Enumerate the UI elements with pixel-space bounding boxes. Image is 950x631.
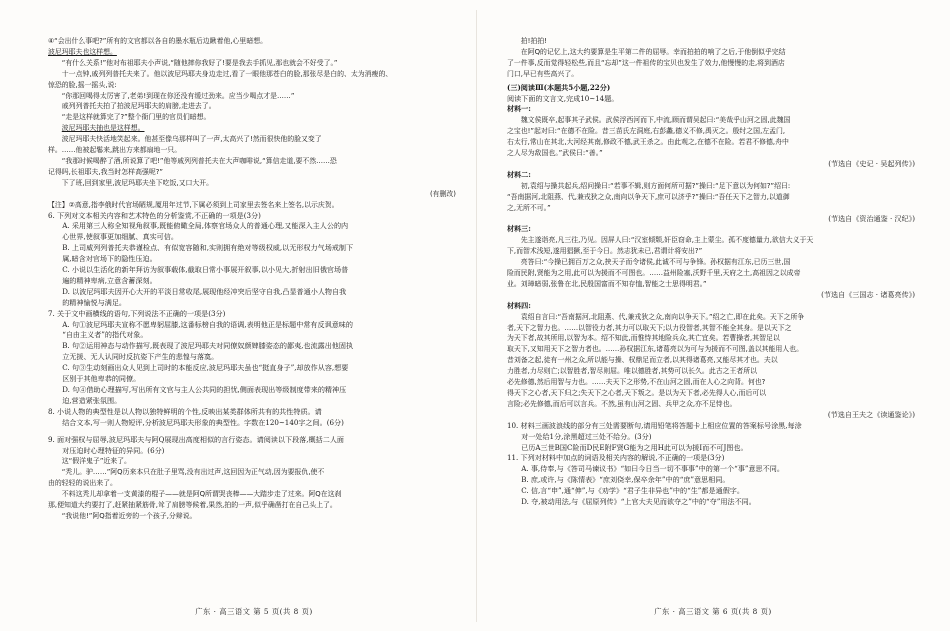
right-text-line: 材料一: [507, 104, 531, 114]
left-text-line: 属,暗含对官场下的隐性压迫。 [62, 254, 157, 264]
left-text-line: 立无援、无人认同时反抗姿下产生的悲惶与落寞。 [62, 352, 219, 362]
left-page-column [48, 36, 460, 606]
left-text-line: 波尼玛耶夫也这样想。 [48, 47, 117, 56]
right-text-line: “吾南据河,北阻燕、代,兼戎狄之众,南向以争天下,庶可以济乎?”操曰:“吾任天下之智力,以道御 [507, 192, 790, 201]
left-text-line: 的精神愉悦与满足。 [62, 297, 127, 307]
right-text-line: 阅读下面的文言文,完成10~14题。 [507, 93, 619, 103]
left-text-line: 这“假洋鬼子”近来了。 [61, 457, 131, 466]
right-text-line: 者,天下之智力也。……以智役力者,其力可以取天下;以力役智者,其智不能全其身。是以天下之 [507, 323, 792, 332]
right-page-footer: 广东 · 高三语文 第 6 页(共 8 页) [654, 607, 772, 616]
right-text-line: (三)阅读Ⅲ(本题共5小题,22分) [507, 82, 611, 92]
left-text-line: (有删改) [429, 189, 456, 198]
left-text-line: ④“会出什么事吧?”所有的文官都以各自的墨水瓶后边瞅着他,心里暗想。 [48, 37, 267, 45]
right-text-line: 材料二: [507, 169, 531, 179]
left-text-line: “有什么关系!”他对布祖耶夫小声说,“随他摔你我好了!要是我去手抓见,那也就会不好受了。” [61, 58, 338, 67]
left-text-line: 波尼玛耶夫快活地笑起来。他甚至像乌那样叫了一声,太高兴了!然而很快他的脸又变了 [61, 135, 322, 144]
right-text-line: 先主遂诣亮,凡三往,乃见。因屏人曰:“汉室倾颓,奸臣窃命,主上蒙尘。孤不度德量力,欲信大义于天 [520, 236, 814, 245]
left-text-line: 9. 面对强权与屈辱,波尼玛耶夫与阿Q展现出高度相似的言行姿态。请阅读以下段落,概括二人面 [48, 434, 345, 444]
left-text-line: 下了班,回到家里,波尼玛耶夫坐下吃饭,又口大开。 [61, 178, 214, 187]
page-fold-divider [476, 10, 477, 622]
left-text-line: 惊恐的脸,摇一摇头,说: [48, 80, 117, 89]
right-text-line: 得天下之心者,天下归之;失天下之心者,天下叛之。是以为天下者,必先得人心,而后可以 [507, 389, 767, 397]
right-text-line: 取天下,又知用天下之智力者也。……孙权据江东,诸葛亮以为可与为援而不可图,盖以其能用人也。 [507, 345, 803, 354]
left-text-line: 8. 小说人物的典型性是以人物以独特鲜明的个性,反映出某类群体所共有的共性特质。请 [48, 406, 322, 416]
left-text-line: “自由主义者”的指代对象。 [62, 330, 148, 340]
left-text-line: 遍的精神卑病,立意含蓄深刻。 [62, 275, 157, 285]
right-text-line: 10. 材料三画波浪线的部分有三处需要断句,请用铅笔将答题卡上相应位置的答案标号涂黑,每涂 [507, 420, 802, 430]
right-text-line: 险而民附,贤能为之用,此可以为援而不可图也。……益州险塞,沃野千里,天府之土,高祖因之以成帝 [507, 269, 801, 278]
right-text-line: 已历A三世B国C险而D民E附F贤G能为之用H此可以为援I而不可J图也。 [521, 442, 748, 452]
left-text-line: A. 采用第三人称全知视角叙事,既能俯瞰全局,体察官场众人的普通心理,又能深入主人公的内 [62, 221, 349, 231]
left-text-line: 【注】②高意,指李俄时代官场陋规,厦用年过节,下属必须到上司家里去签名来上签名,以示庆贺。 [48, 200, 339, 209]
left-text-line: D. 以波尼玛耶夫因开心大开的平淡日常收尾,展现他经冲突后坚守自我,凸显普通小人物自我 [62, 286, 347, 296]
right-text-line: 之宝也!”起对曰:“在德不在险。昔三苗氏左洞庭,右彭蠡,德义不修,禹灭之。殷纣之国,左孟门, [507, 127, 786, 136]
left-text-line: D. 句④借助心理描写,写出所有文官与主人公共同的担忧,侧面表现出等级制度带来的精神压 [62, 385, 347, 394]
left-text-line: 不料这秃儿却拿着一支黄漆的棍子——就是阿Q所谓哭丧棒——大踏步走了过来。阿Q在这刹 [61, 490, 342, 499]
right-text-line: 业。刘璋暗弱,张鲁在北,民殷国富而不知存恤,智能之士思得明君。” [507, 279, 707, 288]
left-text-line: 记得吗,长祖耶夫,我当时怎样高强呢?” [48, 167, 163, 176]
right-text-line: 在阿Q的记忆上,这大约要算是生平第二件的屈辱。幸而拍拍的响了之后,于他倒似乎完结 [520, 47, 786, 56]
right-text-line: 袁绍自言曰:“吾南据河,北阻燕、代,兼戎狄之众,南向以争天下。”绍之亡,即在此矣。天下之所争 [520, 312, 805, 321]
left-text-line: “走是这样就算完了?”整个衙门里的官员们暗想。 [61, 113, 211, 122]
left-text-line: 由的轻轻的说出来了。 [48, 479, 117, 488]
right-text-line: 必先修德,然后用智与力也。……夫天下之形势,不在山河之固,而在人心之向背。何也? [507, 378, 766, 387]
left-text-line: “我说他!”阿Q指着近旁的一个孩子,分辩说。 [61, 511, 197, 520]
right-text-line: C. 信,言“申”,通“伸”,与《劝学》“君子生非异也”中的“生”都是通假字。 [521, 486, 744, 496]
right-text-line: 拍!拍拍! [520, 37, 547, 45]
left-text-line: C. 句③生动刻画出众人见到上司时的本能反应,波尼玛耶夫虽也“挺直身子”,却放作从容,想要 [62, 363, 349, 373]
right-page-column [507, 36, 919, 606]
right-text-line: (节选自《资治通鉴 · 汉纪》) [828, 213, 915, 223]
left-text-line: A. 句①波尼玛耶夫宣称不愿卑躬屈膝,这番标榜自我的语调,表明他正是标题中常有反讽意味的 [62, 319, 353, 329]
left-text-line: C. 小说以生活化的新年拜访为叙事载体,截取日常小事展开叙事,以小见大,折射出旧俄官场普 [62, 265, 349, 275]
left-text-line: 戚列列普托夫拍了拍波尼玛耶夫的肩膀,走进去了。 [61, 102, 216, 111]
right-text-line: 力胜者,力尽则亡;以智胜者,智尽则屈。唯以德胜者,其势可以长久。此古之王者所以 [507, 367, 758, 376]
right-text-line: 对一处给1分,涂黑超过三处不给分。(3分) [521, 431, 652, 441]
left-text-line: 6. 下列对文本相关内容和艺术特色的分析鉴赏,不正确的一项是(3分) [48, 210, 261, 220]
left-text-line: 7. 关于文中画横线的语句,下列说法不正确的一项是(3分) [48, 308, 226, 318]
left-text-line: 对压迫时心理特征的异同。(6分) [62, 445, 165, 455]
left-text-line: 区别于其他卑恭的同僚。 [62, 374, 141, 384]
left-text-line: “秃儿。驴……”阿Q历来本只在肚子里骂,没有出过声,这回因为正气动,因为要报仇,使不 [61, 468, 325, 477]
right-text-line: 材料四: [507, 300, 531, 310]
right-text-line: 亮答曰:“今操已拥百万之众,挟天子而令诸侯,此诚不可与争锋。孙权据有江东,已历三世,国 [520, 258, 791, 267]
right-text-line: 下,而智术浅短,遂用猖獗,至于今日。然志犹未已,君谓计将安出?” [507, 247, 703, 256]
right-text-line: 之,无所不可。” [507, 203, 551, 212]
left-text-line: 心世界,使叙事更加细腻、真实可信。 [62, 232, 178, 242]
right-text-line: (节选自《三国志 · 诸葛亮传》) [821, 289, 915, 299]
left-text-line: B. 句②运用神态与动作描写,既表现了波尼玛耶夫对同僚奴颜婢膝姿态的鄙夷,也流露出他固执 [62, 341, 354, 351]
right-text-line: 了一件事,反而觉得轻松些,而且“忘却”这一件祖传的宝贝也发生了效力,他慢慢的走,将到酒店 [507, 58, 785, 67]
left-text-line: 结合文本,写一则人物短评,分析波尼玛耶夫形象的典型性。字数在120~140字之间。(6分) [62, 417, 344, 427]
left-text-line: 波尼玛耶夫抽也是这样想。 [61, 124, 145, 133]
left-text-line: 十一点钟,戚列列普托夫来了。他以波尼玛耶夫身边走过,看了一眼他那苍白的脸,那张尽是白的、太为消瘦的、 [61, 69, 393, 78]
right-text-line: (节选自王夫之《读通鉴论》) [827, 409, 915, 419]
right-text-line: 言险;必先修德,而后可以言兵。不然,虽有山河之固、兵甲之众,亦不足恃也。 [507, 399, 737, 408]
left-text-line: 那,便知道大约要打了,赶紧抽紧筋骨,耸了肩膀等候着,果然,拍的一声,似乎确凿打在自己头上了。 [48, 501, 337, 510]
right-text-line: 初,袁绍与操共起兵,绍问操曰:“若事不辑,则方面何所可据?”操曰:“足下意以为何如?”绍曰: [520, 181, 791, 190]
right-text-line: 昔刘备之起,徒有一州之众,所以能与操、权鼎足而立者,以其得诸葛亮,又能尽其才也。夫以 [507, 356, 778, 365]
right-text-line: (节选自《史记 · 吴起列传》) [828, 158, 915, 168]
right-text-line: 右太行,常山在其北,大河经其南,修政不德,武王杀之。由此观之,在德不在险。若君不修德,舟中 [507, 138, 789, 147]
right-text-line: 11. 下列对材料中加点的词语及相关内容的解说,不正确的一项是(3分) [507, 453, 725, 463]
left-page-footer: 广东 · 高三语文 第 5 页(共 8 页) [195, 607, 313, 616]
right-text-line: D. 夺,被动用法,与《屈原列传》“上官大夫见而欲夺之”中的“夺”用法不同。 [521, 497, 756, 507]
right-text-line: A. 事,侍奉,与《答司马谏议书》“如曰今日当一切不事事”中的第一个“事”意思不同。 [521, 464, 784, 474]
right-text-line: 之人尽为敌国也。”武侯曰:“善。” [507, 149, 603, 158]
left-text-line: 样。……他被起鬈来,跳出方来都扇地一只。 [48, 146, 182, 155]
right-text-line: B. 庶,或许,与《陈情表》“庶刘侥幸,保卒余年”中的“庶”意思相同。 [521, 475, 730, 485]
right-text-line: 材料三: [507, 224, 531, 234]
left-text-line: B. 上司威列列普托夫恭谨检点、有似宽容随和,实则拥有绝对等级权威,以无形权力气场戒制下 [62, 243, 354, 253]
right-text-line: 为天下者,故其所用,以智为本。绍不知此,而惟恃其地险兵众,其亡宜矣。若曹操者,其智足以 [507, 334, 780, 343]
left-text-line: 迫,营造紧张氛围。 [62, 395, 122, 405]
right-text-line: 魏文侯既卒,起事其子武侯。武侯浮西河而下,中流,顾而谓吴起曰:“美哉乎山河之固,此魏国 [520, 116, 791, 125]
right-text-line: 门口,早已有些高兴了。 [507, 69, 579, 78]
left-text-line: “我那时候喝醉了酒,所说算了吧!”他等戚列列普托夫在大声咖啡说,“算信走道,要不然……恐 [61, 156, 337, 165]
left-text-line: “你那回喝得太厉害了,老弟!到现在你还没有缓过劲来。应当少喝点才是……” [61, 91, 295, 100]
